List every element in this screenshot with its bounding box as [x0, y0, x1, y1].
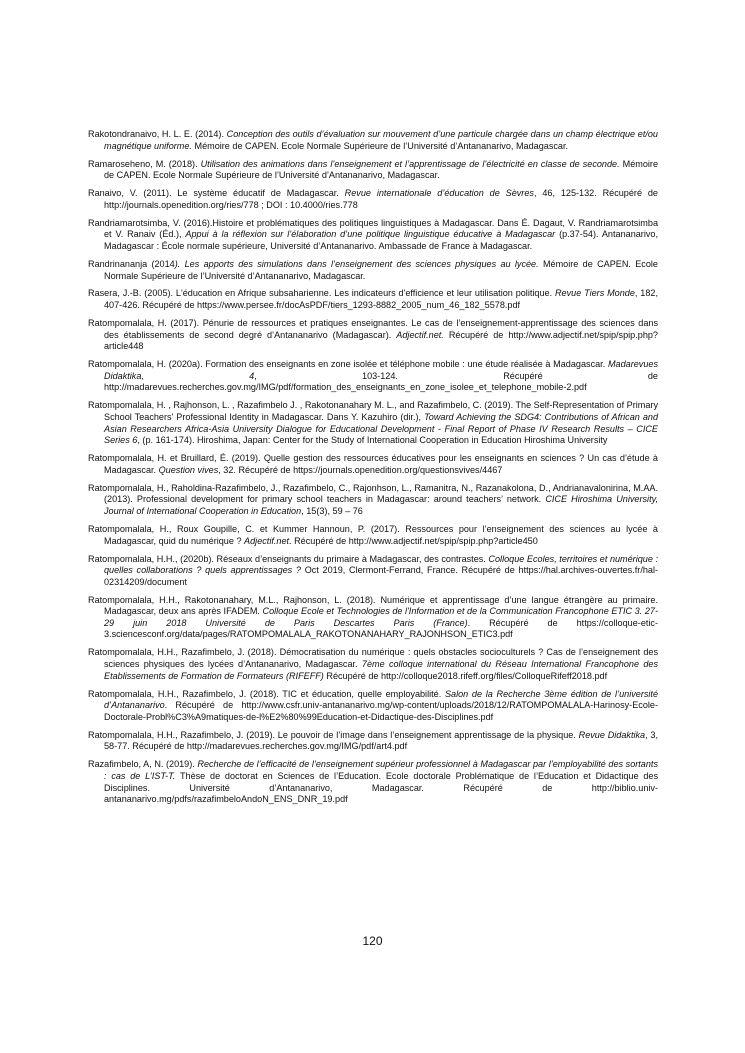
reference-entry: Ratompomalala, H. (2017). Pénurie de ressources et pratiques enseignantes. Le cas de l’enseignement-apprentissage des sciences dans des établissements de second degré d’Antananarivo (Madagascar). Adjectif.net. Récupéré de http://www.adjectif.net/spip/spip.php?article448	[88, 318, 658, 352]
reference-entry: Razafimbelo, A, N. (2019). Recherche de l’efficacité de l’enseignement supérieur professionnel à Madagascar par l’employabilité des sortants : cas de L’IST-T. Thèse de doctorat en Sciences de l’Education. Ecole doctorale Problématique de l’Education et Didactique des Disciplines. Université d’Antananarivo, Madagascar. Récupéré de http://biblio.univ-antananarivo.mg/pdfs/razafimbeloAndoN_ENS_DNR_19.pdf	[88, 759, 658, 805]
reference-entry: Ratompomalala, H., Roux Goupille, C. et Kummer Hannoun, P. (2017). Ressources pour l’enseignement des sciences au lycée à Madagascar, quid du numérique ? Adjectif.net. Récupéré de http://www.adjectif.net/spip/spip.php?article450	[88, 523, 658, 546]
reference-entry: Ratompomalala, H.H., Razafimbelo, J. (2018). Démocratisation du numérique : quels obstacles socioculturels ? Cas de l’enseignement des sciences physiques des lycées d’Antananarivo, Madagascar. 7ème colloque international du Réseau International Francophone des Etablissements de Formation de Formateurs (RIFEFF) Récupéré de http://colloque2018.rifeff.org/files/ColloqueRifeff2018.pdf	[88, 647, 658, 681]
reference-entry: Rasera, J.-B. (2005). L'éducation en Afrique subsaharienne. Les indicateurs d'efficience et leur utilisation politique. Revue Tiers Monde, 182, 407-426. Récupéré de https://www.persee.fr/docAsPDF/tiers_1293-8882_2005_num_46_182_5578.pdf	[88, 288, 658, 311]
reference-entry: Ratompomalala, H.H., Razafimbelo, J. (2018). TIC et éducation, quelle employabilité. Salon de la Recherche 3ème édition de l’université d’Antananarivo. Récupéré de http://www.csfr.univ-antananarivo.mg/wp-content/uploads/2018/12/RATOMPOMALALA-Harinosy-Ecole-Doctorale-Probl%C3%A9matiques-de-l%E2%80%99Education-et-Didactique-des-Disciplines.pdf	[88, 688, 659, 722]
reference-entry: Ratompomalala, H.H., Razafimbelo, J. (2019). Le pouvoir de l’image dans l’enseignement apprentissage de la physique. Revue Didaktika, 3, 58-77. Récupéré de http://madarevues.recherches.gov.mg/IMG/pdf/art4.pdf	[88, 729, 659, 752]
reference-entry: Rakotondranaivo, H. L. E. (2014). Conception des outils d’évaluation sur mouvement d’une particule chargée dans un champ électrique et/ou magnétique uniforme. Mémoire de CAPEN. Ecole Normale Supérieure de l’Université d’Antananarivo, Madagascar.	[88, 129, 658, 151]
reference-entry: Randriamarotsimba, V. (2016).Histoire et problématiques des politiques linguistiques à Madagascar. Dans É. Dagaut, V. Randriamarotsimba et V. Ranaiv (Éd.), Appui à la réflexion sur l’élaboration d’une politique linguistique éducative à Madagascar (p.37-54). Antananarivo, Madagascar : École normale supérieure, Université d’Antananarivo. Ambassade de France à Madagascar.	[88, 217, 658, 251]
page-number: 120	[362, 934, 383, 948]
reference-entry: Ramaroseheno, M. (2018). Utilisation des animations dans l’enseignement et l’apprentissage de l’électricité en classe de seconde. Mémoire de CAPEN. Ecole Normale Supérieure de l’Université d’Antananarivo, Madagascar.	[88, 158, 659, 181]
reference-entry: Ratompomalala, H. (2020a). Formation des enseignants en zone isolée et téléphone mobile : une étude réalisée à Madagascar. Madarevues Didaktika, 4, 103-124. Récupéré de http://madarevues.recherches.gov.mg/IMG/pdf/formation_des_enseignants_en_zone_isolee_et_telephone_mobile-2.pdf	[88, 359, 658, 393]
reference-entry: Randrinananja (2014). Les apports des simulations dans l’enseignement des sciences physiques au lycée. Mémoire de CAPEN. Ecole Normale Supérieure de l’Université d’Antananarivo, Madagascar.	[88, 258, 658, 281]
reference-list	[88, 129, 658, 812]
reference-entry: Ratompomalala, H.H., (2020b). Réseaux d’enseignants du primaire à Madagascar, des contrastes. Colloque Ecoles, territoires et numérique : quelles collaborations ? quels apprentissages ? Oct 2019, Clermont-Ferrand, France. Récupéré de https://hal.archives-ouvertes.fr/hal-02314209/document	[88, 553, 659, 587]
reference-entry: Ratompomalala, H. , Rajhonson, L. , Razafimbelo J. , Rakotonanahary M. L., and Razafimbelo, C. (2019). The Self-Representation of Primary School Teachers' Professional Identity in Madagascar. Dans Y. Kazuhiro (dir.), Toward Achieving the SDG4: Contributions of African and Asian Researchers Africa-Asia University Dialogue for Educational Development - Final Report of Phase IV Research Results – CICE Series 6, (p. 161-174). Hiroshima, Japan: Center for the Study of International Cooperation in Education Hiroshima University	[88, 400, 659, 446]
reference-entry: Ratompomalala, H. et Bruillard, É. (2019). Quelle gestion des ressources éducatives pour les enseignants en sciences ? Un cas d’étude à Madagascar. Question vives, 32. Récupéré de https://journals.openedition.org/questionsvives/4467	[88, 453, 658, 475]
reference-entry: Ratompomalala, H., Raholdina-Razafimbelo, J., Razafimbelo, C., Rajonhson, L., Ramanitra, N., Razanakolona, D., Andrianavalonirina, M.AA. (2013). Professional development for primary school teachers in Madagascar: around teachers’ network. CICE Hiroshima University, Journal of International Cooperation in Education, 15(3), 59 – 76	[88, 482, 658, 516]
reference-entry: Ratompomalala, H.H., Rakotonanahary, M.L., Rajhonson, L. (2018). Numérique et apprentissage d’une langue étrangère au primaire. Madagascar, deux ans après IFADEM. Colloque Ecole et Technologies de l'Information et de la Communication Francophone ETIC 3. 27-29 juin 2018 Université de Paris Descartes Paris (France). Récupéré de https://colloque-etic-3.sciencesconf.org/data/pages/RATOMPOMALALA_RAKOTONANAHARY_RAJONHSON_ETIC3.pdf	[88, 594, 658, 640]
reference-entry: Ranaivo, V. (2011). Le système éducatif de Madagascar. Revue internationale d’éducation de Sèvres, 46, 125-132. Récupéré de http://journals.openedition.org/ries/778 ; DOI : 10.4000/ries.778	[88, 188, 658, 210]
